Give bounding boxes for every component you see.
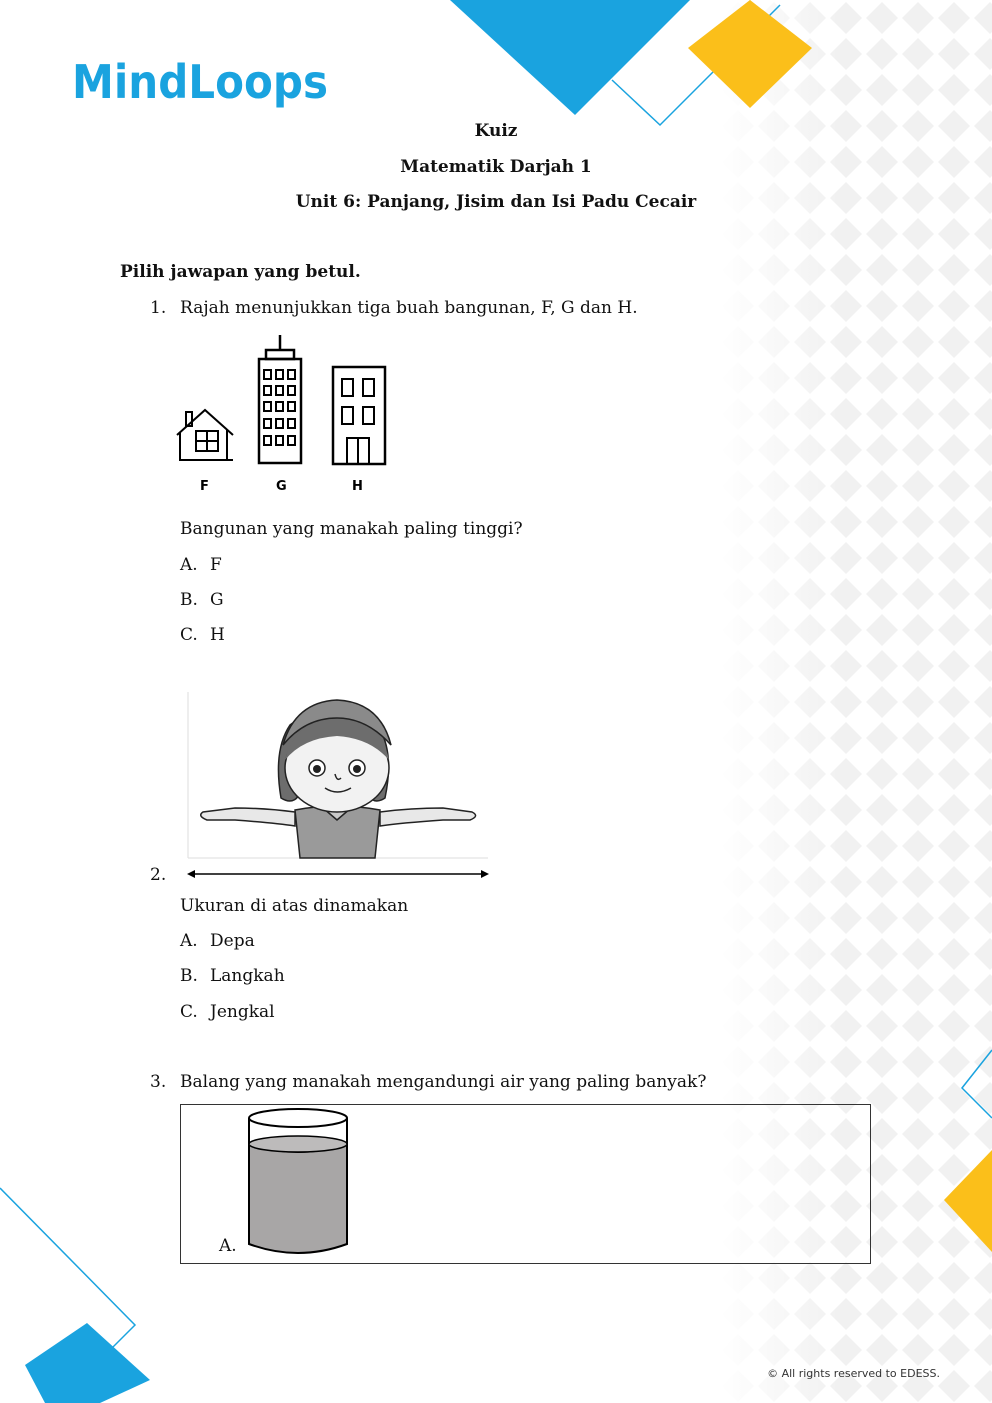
copyright-footer: © All rights reserved to EDESS.: [767, 1367, 940, 1380]
instruction: Pilih jawapan yang betul.: [120, 262, 361, 282]
option-text: Jengkal: [210, 1002, 275, 1022]
q3-prompt: Balang yang manakah mengandungi air yang paling banyak?: [180, 1072, 707, 1092]
option-text: Depa: [210, 931, 255, 951]
jar-a-icon[interactable]: [245, 1106, 351, 1256]
q3-option-a-label[interactable]: A.: [219, 1236, 237, 1256]
option-letter: C.: [180, 625, 198, 645]
subject-title: Matematik Darjah 1: [400, 157, 592, 177]
bottom-blue-diamond: [25, 1323, 150, 1403]
q2-question: Ukuran di atas dinamakan: [180, 896, 409, 916]
option-text: F: [210, 555, 222, 575]
mindloops-logo: [72, 52, 344, 112]
q2-option-b[interactable]: [180, 966, 285, 986]
q1-option-c[interactable]: [180, 625, 225, 645]
label-f: F: [200, 479, 209, 494]
label-h: H: [352, 479, 363, 494]
buildings-figure: [175, 332, 405, 497]
q1-option-b[interactable]: [180, 590, 224, 610]
option-text: Langkah: [210, 966, 285, 986]
q1-number: 1.: [150, 298, 167, 318]
logo-text: MindLoops: [72, 55, 328, 109]
quiz-title: Kuiz: [474, 121, 518, 141]
option-text: G: [210, 590, 224, 610]
top-blue-triangle: [450, 0, 690, 115]
q1-question: Bangunan yang manakah paling tinggi?: [180, 519, 523, 539]
option-letter: C.: [180, 1002, 198, 1022]
q2-option-c[interactable]: [180, 1002, 275, 1022]
q3-number: 3.: [150, 1072, 167, 1092]
tower-g-icon: [259, 335, 301, 463]
building-h-icon: [333, 367, 385, 464]
option-text: H: [210, 625, 225, 645]
unit-title: Unit 6: Panjang, Jisim dan Isi Padu Cecair: [295, 192, 697, 212]
q2-option-a[interactable]: [180, 931, 255, 951]
q1-prompt: Rajah menunjukkan tiga buah bangunan, F, G dan H.: [180, 298, 638, 318]
option-letter: A.: [180, 555, 198, 575]
q2-number: 2.: [150, 865, 167, 885]
option-letter: A.: [180, 931, 198, 951]
option-letter: B.: [180, 966, 198, 986]
girl-arm-span-figure: [185, 690, 495, 885]
option-letter: B.: [180, 590, 198, 610]
label-g: G: [276, 479, 287, 494]
house-f-icon: [177, 410, 233, 460]
q1-option-a[interactable]: [180, 555, 222, 575]
